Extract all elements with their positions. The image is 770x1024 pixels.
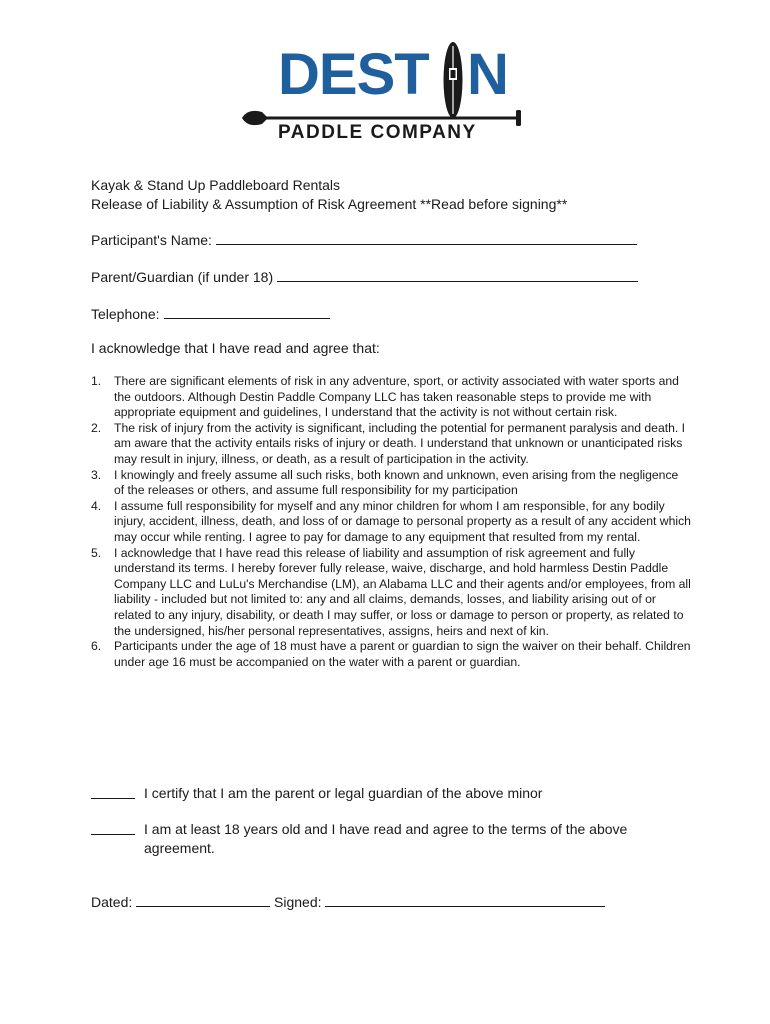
clause-list — [91, 374, 691, 670]
adult-certify-text: I am at least 18 years old and I have read and agree to the terms of the above agreement. — [144, 821, 628, 856]
logo-tagline: PADDLE COMPANY — [278, 122, 477, 143]
signed-label: Signed: — [274, 894, 322, 910]
signature-row — [91, 892, 605, 910]
clause-item — [91, 468, 691, 499]
clause-item — [91, 546, 691, 640]
dated-blank[interactable] — [136, 892, 270, 907]
clause-item — [91, 421, 691, 468]
clause-item — [91, 499, 691, 546]
paddleboard-icon — [444, 42, 463, 118]
clause-number: 6. — [91, 639, 102, 654]
acknowledge-text: I acknowledge that I have read and agree that: — [91, 340, 380, 356]
clause-text: I acknowledge that I have read this release of liability and assumption of risk agreement and fully understand its terms. I hereby forever fully release, waive, discharge, and hold harmless Destin Paddle Company LLC and LuLu's Merchandise (LM), an Alabama LLC and their agents and/or employees, from all liability - included but not limited to: any and all claims, demands, losses, and liability arising out of or related to any injury, disability, or death I may suffer, or loss or damage to person or property, as related to the undersigned, his/her personal representatives, assigns, heirs and next of kin. — [114, 545, 691, 638]
clause-number: 1. — [91, 374, 102, 388]
logo-word-end: N — [467, 42, 509, 107]
participant-name-field — [91, 230, 637, 248]
clause-number: 3. — [91, 467, 102, 482]
clause-number: 4. — [91, 498, 102, 513]
clause-item — [91, 374, 691, 421]
clause-number: 2. — [91, 420, 102, 435]
form-subtitle: Release of Liability & Assumption of Risk Agreement **Read before signing** — [91, 196, 568, 212]
form-heading — [91, 176, 567, 214]
telephone-field — [91, 304, 330, 322]
participant-name-label: Participant's Name: — [91, 232, 212, 248]
form-title: Kayak & Stand Up Paddleboard Rentals — [91, 177, 341, 193]
guardian-certify — [91, 784, 691, 803]
clause-text: Participants under the age of 18 must have a parent or guardian to sign the waiver on their behalf. Children under age 16 must be accompanied on the water with a parent or guardian. — [114, 639, 691, 669]
telephone-blank[interactable] — [164, 304, 330, 319]
guardian-field — [91, 267, 638, 285]
adult-certify — [91, 820, 691, 858]
guardian-blank[interactable] — [277, 267, 638, 282]
dated-label: Dated: — [91, 894, 133, 910]
clause-item — [91, 639, 691, 670]
telephone-label: Telephone: — [91, 306, 160, 322]
logo-word-main: DEST — [278, 42, 429, 107]
participant-name-blank[interactable] — [216, 230, 637, 245]
clause-text: I assume full responsibility for myself and any minor children for whom I am responsible, for any bodily injury, accident, illness, death, and loss of or damage to personal property as a result of any accident which may occur while renting. I agree to pay for damage to any equipment that resulted from my rental. — [114, 498, 691, 544]
clause-text: I knowingly and freely assume all such risks, both known and unknown, even arising from the negligence of the releases or others, and assume full responsibility for my participation — [114, 467, 679, 498]
clause-number: 5. — [91, 545, 102, 560]
destin-paddle-logo — [238, 38, 528, 148]
guardian-initial-blank[interactable] — [91, 798, 135, 799]
guardian-certify-text: I certify that I am the parent or legal guardian of the above minor — [144, 785, 543, 801]
clause-text: There are significant elements of risk in any adventure, sport, or activity associated with water sports and the outdoors. Although Destin Paddle Company LLC has taken reasonable steps to provide me with appropriate equipment and guidelines, I understand that the activity is not without certain risk. — [114, 374, 679, 420]
signed-blank[interactable] — [325, 892, 605, 907]
adult-initial-blank[interactable] — [91, 834, 135, 835]
guardian-label: Parent/Guardian (if under 18) — [91, 269, 274, 285]
clause-text: The risk of injury from the activity is significant, including the potential for permanent paralysis and death. I am aware that the activity entails risks of injury or death. I understand that unknown or unanticipated risks may result in injury, illness, or death, as a result of participation in the activity. — [114, 420, 686, 466]
